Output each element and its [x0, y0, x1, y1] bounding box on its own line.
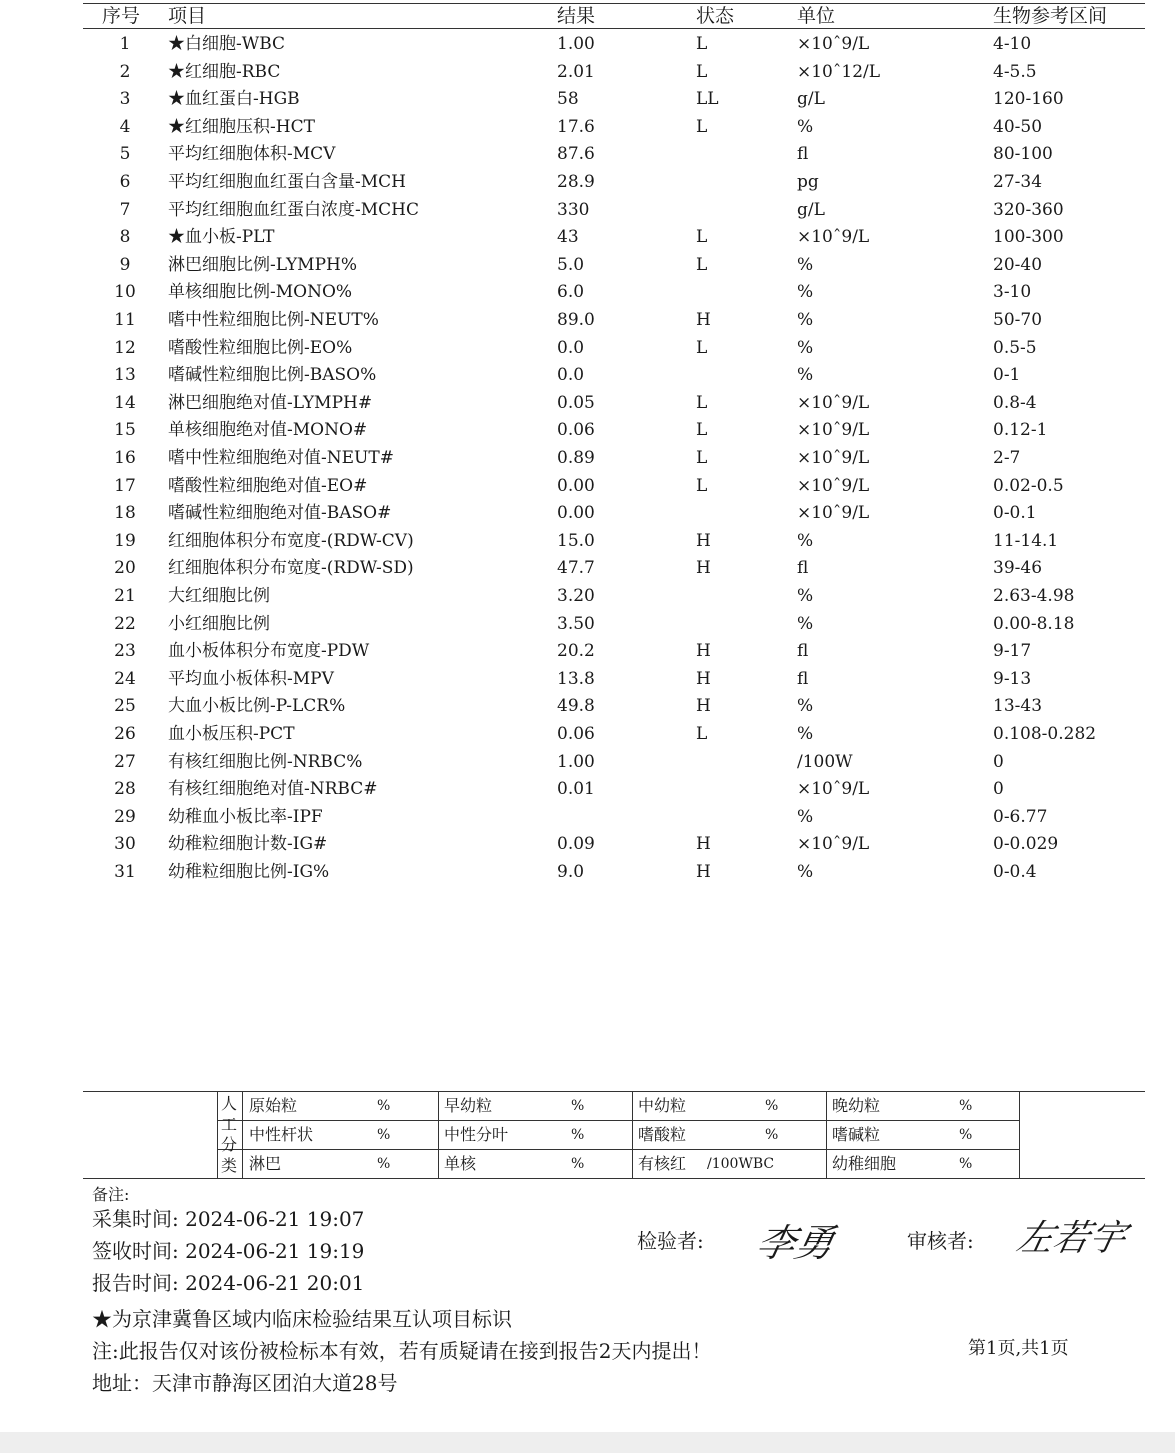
- table-row: [0, 555, 1175, 582]
- row-status: L: [696, 724, 708, 744]
- row-result: 3.20: [557, 586, 595, 606]
- row-number: 7: [119, 199, 131, 220]
- collect-time: 采集时间: 2024-06-21 19:07: [92, 1207, 365, 1231]
- row-number: 4: [119, 116, 131, 137]
- manual-side-label: [220, 1094, 238, 1176]
- table-row: [0, 721, 1175, 748]
- row-result: 49.8: [557, 696, 595, 717]
- row-result: 0.89: [557, 448, 595, 468]
- row-reference: 0: [993, 751, 1004, 772]
- row-item-name: 小红细胞比例: [168, 613, 270, 634]
- manual-col-rule: [826, 1091, 827, 1179]
- table-row: [0, 224, 1175, 251]
- row-number: 17: [114, 475, 136, 496]
- row-item-name: 血小板压积-PCT: [168, 724, 295, 744]
- row-number: 30: [114, 834, 136, 855]
- manual-col-rule: [217, 1091, 218, 1179]
- row-unit: ×10ˆ9/L: [797, 448, 870, 468]
- row-number: 18: [114, 503, 136, 524]
- row-unit: %: [797, 530, 814, 551]
- manual-cell-unit: %: [377, 1098, 391, 1114]
- row-reference: 2-7: [993, 448, 1021, 468]
- table-row: [0, 583, 1175, 610]
- row-result: 330: [557, 199, 590, 220]
- row-number: 24: [114, 668, 136, 689]
- side-char: 类: [220, 1155, 237, 1175]
- header-unit: 单位: [797, 5, 836, 27]
- row-number: 11: [114, 310, 136, 330]
- manual-cell-unit: %: [571, 1098, 585, 1114]
- row-reference: 80-100: [993, 144, 1053, 165]
- row-unit: fl: [797, 668, 809, 689]
- remark-label: 备注:: [92, 1185, 130, 1204]
- header-rule: [83, 28, 1145, 29]
- row-unit: ×10ˆ9/L: [797, 779, 870, 800]
- row-status: H: [696, 530, 711, 551]
- row-reference: 20-40: [993, 254, 1043, 275]
- row-result: 3.50: [557, 613, 595, 634]
- manual-cell-label: 单核: [444, 1154, 477, 1173]
- manual-col-rule: [438, 1091, 439, 1179]
- row-reference: 0.8-4: [993, 392, 1037, 413]
- row-status: H: [696, 558, 711, 579]
- table-row: [0, 197, 1175, 224]
- row-unit: g/L: [797, 199, 825, 220]
- row-item-name: 幼稚粒细胞计数-IG#: [168, 834, 328, 855]
- row-result: 89.0: [557, 310, 595, 330]
- row-reference: 0.12-1: [993, 420, 1048, 441]
- row-reference: 2.63-4.98: [993, 586, 1075, 606]
- row-unit: %: [797, 862, 814, 882]
- manual-cell-unit: %: [959, 1127, 973, 1143]
- row-unit: %: [797, 696, 814, 717]
- header-no: 序号: [102, 5, 141, 27]
- manual-cell-label: 淋巴: [249, 1154, 282, 1173]
- row-result: 6.0: [557, 282, 585, 303]
- manual-col-rule: [1019, 1091, 1020, 1179]
- manual-classification-table: [83, 1091, 1145, 1179]
- table-row: [0, 335, 1175, 362]
- header-status: 状态: [696, 5, 735, 27]
- address: 地址：天津市静海区团泊大道28号: [92, 1371, 398, 1395]
- row-reference: 100-300: [993, 227, 1064, 248]
- table-row: [0, 749, 1175, 776]
- row-item-name: 单核细胞绝对值-MONO#: [168, 420, 368, 441]
- row-result: 58: [557, 89, 579, 110]
- row-status: H: [696, 641, 711, 662]
- row-number: 15: [114, 420, 136, 441]
- table-row: [0, 307, 1175, 334]
- table-row: [0, 776, 1175, 803]
- row-unit: %: [797, 365, 814, 386]
- manual-col-rule: [632, 1091, 633, 1179]
- row-result: 0.09: [557, 834, 595, 855]
- row-reference: 40-50: [993, 116, 1043, 137]
- row-item-name: 嗜碱性粒细胞比例-BASO%: [168, 365, 377, 386]
- row-result: 5.0: [557, 254, 585, 275]
- row-reference: 0.108-0.282: [993, 724, 1097, 744]
- row-item-name: 嗜中性粒细胞绝对值-NEUT#: [168, 448, 394, 468]
- row-status: L: [696, 448, 708, 468]
- table-top-rule: [83, 3, 1145, 4]
- row-status: H: [696, 834, 711, 855]
- manual-cell-label: 中幼粒: [638, 1096, 687, 1115]
- row-number: 26: [114, 724, 136, 744]
- row-result: 2.01: [557, 61, 595, 82]
- row-number: 8: [119, 227, 131, 248]
- manual-cell-unit: %: [959, 1098, 973, 1114]
- row-number: 6: [119, 172, 131, 192]
- table-row: [0, 445, 1175, 472]
- table-row: [0, 859, 1175, 886]
- table-row: [0, 114, 1175, 141]
- row-item-name: 嗜中性粒细胞比例-NEUT%: [168, 310, 379, 330]
- table-row: [0, 252, 1175, 279]
- manual-cell-unit: %: [377, 1127, 391, 1143]
- row-unit: ×10ˆ9/L: [797, 392, 870, 413]
- row-item-name: ★红细胞-RBC: [168, 61, 281, 82]
- row-reference: 120-160: [993, 89, 1064, 110]
- row-unit: ×10ˆ9/L: [797, 475, 870, 496]
- row-item-name: 幼稚血小板比率-IPF: [168, 806, 323, 827]
- row-result: 13.8: [557, 668, 595, 689]
- row-reference: 13-43: [993, 696, 1043, 717]
- row-reference: 0-1: [993, 365, 1021, 386]
- manual-cell-unit: %: [765, 1098, 779, 1114]
- row-result: 1.00: [557, 34, 595, 54]
- row-reference: 9-17: [993, 641, 1032, 662]
- row-unit: pg: [797, 172, 819, 192]
- page-number: 第1页,共1页: [968, 1338, 1069, 1359]
- row-result: 0.0: [557, 365, 585, 386]
- manual-cell-label: 中性杆状: [249, 1125, 314, 1144]
- row-unit: fl: [797, 144, 809, 165]
- row-item-name: 红细胞体积分布宽度-(RDW-SD): [168, 558, 414, 579]
- row-item-name: 血小板体积分布宽度-PDW: [168, 641, 370, 662]
- row-unit: %: [797, 337, 814, 358]
- row-result: 28.9: [557, 172, 595, 192]
- row-unit: ×10ˆ9/L: [797, 834, 870, 855]
- row-reference: 0-0.1: [993, 503, 1037, 524]
- table-row: [0, 59, 1175, 86]
- row-reference: 11-14.1: [993, 530, 1059, 551]
- row-unit: %: [797, 254, 814, 275]
- row-unit: ×10ˆ9/L: [797, 420, 870, 441]
- row-unit: ×10ˆ9/L: [797, 34, 870, 54]
- row-reference: 39-46: [993, 558, 1043, 579]
- row-result: 20.2: [557, 641, 595, 662]
- row-reference: 0-6.77: [993, 806, 1048, 827]
- row-unit: ×10ˆ9/L: [797, 227, 870, 248]
- row-reference: 4-5.5: [993, 61, 1037, 82]
- table-row: [0, 528, 1175, 555]
- table-row: [0, 500, 1175, 527]
- header-result: 结果: [557, 5, 596, 27]
- row-item-name: 淋巴细胞比例-LYMPH%: [168, 254, 357, 275]
- row-item-name: 嗜酸性粒细胞绝对值-EO#: [168, 475, 368, 496]
- table-row: [0, 86, 1175, 113]
- row-unit: /100W: [797, 751, 853, 772]
- row-unit: g/L: [797, 89, 825, 110]
- row-unit: fl: [797, 641, 809, 662]
- row-result: 0.06: [557, 420, 595, 441]
- row-status: H: [696, 310, 711, 330]
- row-number: 28: [114, 779, 136, 800]
- row-number: 5: [119, 144, 131, 165]
- row-number: 12: [114, 337, 136, 358]
- manual-cell-label: 原始粒: [249, 1096, 298, 1115]
- row-unit: %: [797, 806, 814, 827]
- side-char: 人: [220, 1094, 237, 1113]
- row-item-name: 平均红细胞血红蛋白含量-MCH: [168, 172, 406, 192]
- row-reference: 27-34: [993, 172, 1043, 192]
- row-result: 1.00: [557, 751, 595, 772]
- row-unit: %: [797, 586, 814, 606]
- row-unit: %: [797, 282, 814, 303]
- manual-col-rule: [242, 1091, 243, 1179]
- row-item-name: ★血小板-PLT: [168, 227, 275, 248]
- row-number: 23: [114, 641, 136, 662]
- row-item-name: 有核红细胞绝对值-NRBC#: [168, 779, 378, 800]
- row-unit: %: [797, 310, 814, 330]
- row-unit: ×10ˆ9/L: [797, 503, 870, 524]
- row-status: H: [696, 696, 711, 717]
- row-item-name: 淋巴细胞绝对值-LYMPH#: [168, 392, 373, 413]
- side-char: 分: [220, 1135, 237, 1154]
- row-status: L: [696, 227, 708, 248]
- row-result: 9.0: [557, 862, 585, 882]
- manual-cell-label: 嗜碱粒: [832, 1125, 881, 1144]
- table-row: [0, 611, 1175, 638]
- table-row: [0, 693, 1175, 720]
- row-item-name: 大红细胞比例: [168, 586, 270, 606]
- header-item: 项目: [168, 5, 207, 27]
- row-item-name: 单核细胞比例-MONO%: [168, 282, 353, 303]
- tester-label: 检验者:: [637, 1229, 704, 1253]
- row-item-name: 嗜酸性粒细胞比例-EO%: [168, 337, 353, 358]
- tester-signature: 李勇: [752, 1221, 838, 1265]
- row-unit: %: [797, 613, 814, 634]
- row-status: L: [696, 392, 708, 413]
- table-row: [0, 279, 1175, 306]
- row-status: L: [696, 116, 708, 137]
- row-status: L: [696, 420, 708, 441]
- row-unit: %: [797, 116, 814, 137]
- manual-cell-unit: %: [571, 1127, 585, 1143]
- row-number: 9: [119, 254, 131, 275]
- row-number: 31: [114, 862, 136, 882]
- row-reference: 0.5-5: [993, 337, 1037, 358]
- row-result: 43: [557, 227, 579, 248]
- row-number: 1: [119, 34, 131, 54]
- row-number: 13: [114, 365, 136, 386]
- manual-row-rule: [217, 1149, 1019, 1150]
- manual-row-rule: [217, 1120, 1019, 1121]
- row-item-name: 平均血小板体积-MPV: [168, 668, 334, 689]
- row-reference: 0: [993, 779, 1004, 800]
- row-result: 17.6: [557, 116, 595, 137]
- row-number: 22: [114, 613, 136, 634]
- row-number: 14: [114, 392, 136, 413]
- table-row: [0, 666, 1175, 693]
- row-number: 2: [119, 61, 131, 82]
- row-status: LL: [696, 89, 719, 110]
- row-number: 19: [114, 530, 136, 551]
- row-item-name: 平均红细胞血红蛋白浓度-MCHC: [168, 199, 419, 220]
- row-number: 3: [119, 89, 131, 110]
- row-item-name: 平均红细胞体积-MCV: [168, 144, 336, 165]
- row-unit: %: [797, 724, 814, 744]
- row-item-name: ★血红蛋白-HGB: [168, 89, 300, 110]
- row-item-name: 红细胞体积分布宽度-(RDW-CV): [168, 530, 414, 551]
- row-result: 0.06: [557, 724, 595, 744]
- row-number: 29: [114, 806, 136, 827]
- row-result: 87.6: [557, 144, 595, 165]
- manual-cell-unit: /100WBC: [707, 1156, 775, 1172]
- row-number: 25: [114, 696, 136, 717]
- row-result: 15.0: [557, 530, 595, 551]
- reviewer-label: 审核者:: [907, 1229, 974, 1253]
- reviewer-signature: 左若宇: [1013, 1218, 1130, 1259]
- row-unit: fl: [797, 558, 809, 579]
- row-unit: ×10ˆ12/L: [797, 61, 881, 82]
- row-reference: 0.00-8.18: [993, 613, 1075, 634]
- row-reference: 9-13: [993, 668, 1032, 689]
- row-status: L: [696, 254, 708, 275]
- row-status: L: [696, 61, 708, 82]
- row-result: 0.00: [557, 475, 595, 496]
- row-number: 20: [114, 558, 136, 579]
- row-item-name: ★白细胞-WBC: [168, 34, 286, 54]
- row-result: 0.0: [557, 337, 585, 358]
- table-row: [0, 390, 1175, 417]
- row-reference: 320-360: [993, 199, 1064, 220]
- table-row: [0, 473, 1175, 500]
- row-reference: 3-10: [993, 282, 1032, 303]
- table-row: [0, 804, 1175, 831]
- row-item-name: ★红细胞压积-HCT: [168, 116, 315, 137]
- header-reference: 生物参考区间: [993, 5, 1108, 27]
- manual-cell-label: 幼稚细胞: [832, 1154, 897, 1173]
- table-row: [0, 169, 1175, 196]
- side-char: 工: [220, 1114, 237, 1134]
- table-row: [0, 831, 1175, 858]
- manual-cell-label: 晚幼粒: [832, 1096, 881, 1115]
- row-result: 0.00: [557, 503, 595, 524]
- row-number: 16: [114, 448, 136, 468]
- star-note: ★为京津冀鲁区域内临床检验结果互认项目标识: [92, 1307, 512, 1331]
- validity-note: 注:此报告仅对该份被检标本有效，若有质疑请在接到报告2天内提出！: [92, 1339, 712, 1363]
- row-item-name: 有核红细胞比例-NRBC%: [168, 751, 363, 772]
- manual-cell-unit: %: [765, 1127, 779, 1143]
- manual-cell-label: 嗜酸粒: [638, 1125, 687, 1144]
- row-status: L: [696, 34, 708, 54]
- row-item-name: 大血小板比例-P-LCR%: [168, 696, 346, 717]
- table-row: [0, 31, 1175, 58]
- manual-cell-unit: %: [377, 1156, 391, 1172]
- bottom-strip: [0, 1432, 1175, 1453]
- manual-cell-label: 有核红: [638, 1154, 687, 1173]
- row-status: L: [696, 475, 708, 496]
- report-time: 报告时间: 2024-06-21 20:01: [92, 1271, 365, 1295]
- row-number: 10: [114, 282, 136, 303]
- row-status: L: [696, 337, 708, 358]
- table-row: [0, 638, 1175, 665]
- row-reference: 4-10: [993, 34, 1032, 54]
- manual-cell-label: 早幼粒: [444, 1096, 493, 1115]
- table-row: [0, 141, 1175, 168]
- row-reference: 0-0.4: [993, 862, 1037, 882]
- manual-cell-label: 中性分叶: [444, 1125, 509, 1144]
- row-reference: 0-0.029: [993, 834, 1059, 855]
- table-row: [0, 362, 1175, 389]
- row-result: 0.05: [557, 392, 595, 413]
- row-number: 27: [114, 751, 136, 772]
- row-result: 47.7: [557, 558, 595, 579]
- row-item-name: 嗜碱性粒细胞绝对值-BASO#: [168, 503, 392, 524]
- row-item-name: 幼稚粒细胞比例-IG%: [168, 862, 330, 882]
- row-number: 21: [114, 586, 136, 606]
- manual-cell-unit: %: [571, 1156, 585, 1172]
- row-reference: 0.02-0.5: [993, 475, 1064, 496]
- row-status: H: [696, 862, 711, 882]
- row-status: H: [696, 668, 711, 689]
- manual-cell-unit: %: [959, 1156, 973, 1172]
- row-reference: 50-70: [993, 310, 1043, 330]
- table-row: [0, 417, 1175, 444]
- row-result: 0.01: [557, 779, 595, 800]
- receive-time: 签收时间: 2024-06-21 19:19: [92, 1239, 365, 1263]
